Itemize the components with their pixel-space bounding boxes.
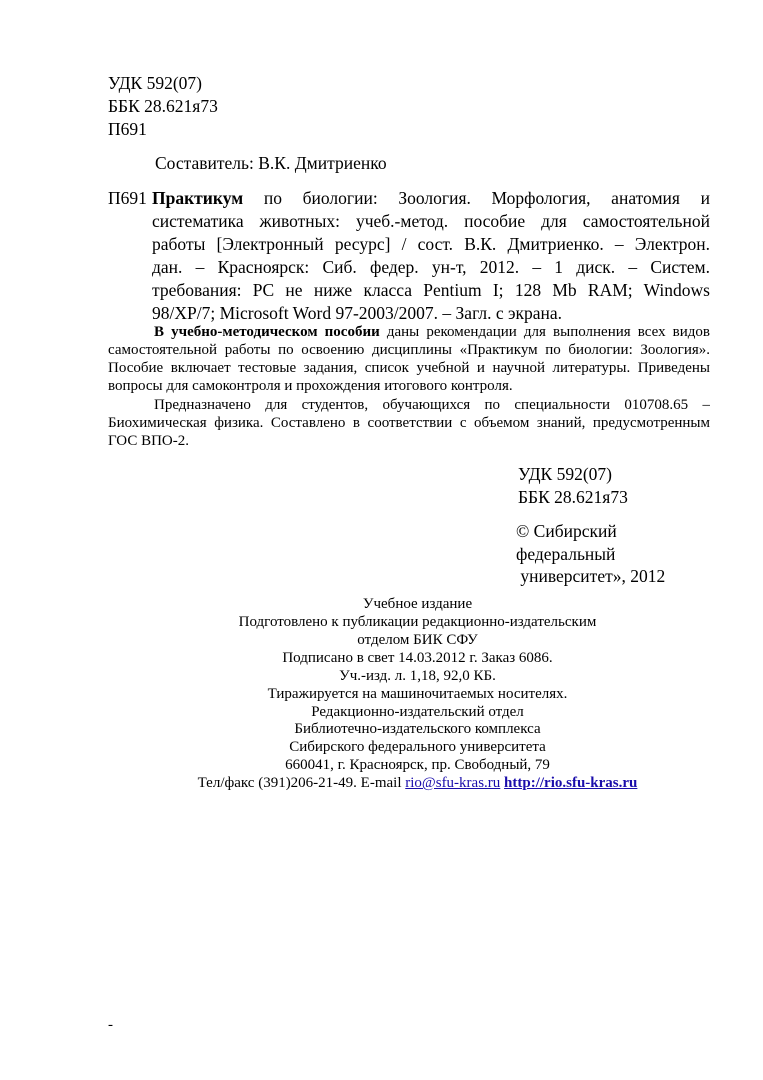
abstract-line-1-rest: даны рекомендации для выполнения всех видов <box>386 324 710 340</box>
bbk-code: ББК 28.621я73 <box>108 96 218 116</box>
abstract-bold: В учебно-методическом пособии <box>154 324 380 340</box>
abstract-line-7: ГОС ВПО-2. <box>108 433 189 449</box>
bib-title: Практикум <box>152 188 244 208</box>
imprint-line-9: Сибирского федерального университета <box>289 739 546 755</box>
imprint-line-8: Библиотечно-издательского комплекса <box>294 721 541 737</box>
imprint-line-5: Уч.-изд. л. 1,18, 92,0 КБ. <box>339 668 496 684</box>
udk-code: УДК 592(07) <box>108 73 203 93</box>
copyright-line-2: федеральный <box>516 544 616 564</box>
bib-line-4: дан. – Красноярск: Сиб. федер. ун-т, 2012. – 1 диск. – Систем. <box>152 257 710 277</box>
abstract-line-1 <box>154 324 710 342</box>
bib-line-2: систематика животных: учеб.-метод. пособие для самостоятельной <box>152 211 710 231</box>
right-bbk-code: ББК 28.621я73 <box>518 487 628 507</box>
copyright-line-3: университет», 2012 <box>516 566 666 586</box>
bib-mark: П691 <box>108 188 147 208</box>
website-link[interactable]: http://rio.sfu-kras.ru <box>504 775 638 791</box>
footer-mark: - <box>108 1017 113 1033</box>
bib-line-1 <box>152 186 710 210</box>
imprint-line-10: 660041, г. Красноярск, пр. Свободный, 79 <box>285 757 550 773</box>
abstract-line-2: самостоятельной работы по освоению дисциплины «Практикум по биологии: Зоология». <box>108 342 710 358</box>
abstract-line-5: Предназначено для студентов, обучающихся по специальности 010708.65 – <box>154 397 710 413</box>
right-udk-code: УДК 592(07) <box>518 464 613 484</box>
imprint-line-1: Учебное издание <box>362 596 473 612</box>
imprint-contact-line <box>0 775 763 793</box>
bib-line-3: работы [Электронный ресурс] / сост. В.К. Дмитриенко. – Электрон. <box>152 234 710 254</box>
bib-line-1-rest: по биологии: Зоология. Морфология, анатомия и <box>263 188 710 208</box>
copyright-line-1: © Сибирский <box>516 521 617 541</box>
imprint-line-4: Подписано в свет 14.03.2012 г. Заказ 6086. <box>282 650 553 666</box>
email-link[interactable]: rio@sfu-kras.ru <box>405 775 501 791</box>
imprint-line-2: Подготовлено к публикации редакционно-издательским <box>238 614 597 630</box>
bib-line-6: 98/XP/7; Microsoft Word 97-2003/2007. – Загл. с экрана. <box>152 303 563 323</box>
bib-line-5: требования: PC не ниже класса Pentium I; 128 Mb RAM; Windows <box>152 280 710 300</box>
abstract-line-3: Пособие включает тестовые задания, список учебной и научной литературы. Приведены <box>108 360 710 376</box>
author-mark: П691 <box>108 119 147 139</box>
imprint-line-3: отделом БИК СФУ <box>357 632 478 648</box>
imprint-line-6: Тиражируется на машиночитаемых носителях. <box>267 686 568 702</box>
abstract-line-6: Биохимическая физика. Составлено в соответствии с объемом знаний, предусмотренным <box>108 415 710 431</box>
contact-prefix: Тел/факс (391)206-21-49. E-mail <box>197 775 406 791</box>
compiler-line: Составитель: В.К. Дмитриенко <box>155 153 387 173</box>
abstract-line-4: вопросы для самоконтроля и прохождения итогового контроля. <box>108 378 513 394</box>
imprint-line-7: Редакционно-издательский отдел <box>311 704 524 720</box>
